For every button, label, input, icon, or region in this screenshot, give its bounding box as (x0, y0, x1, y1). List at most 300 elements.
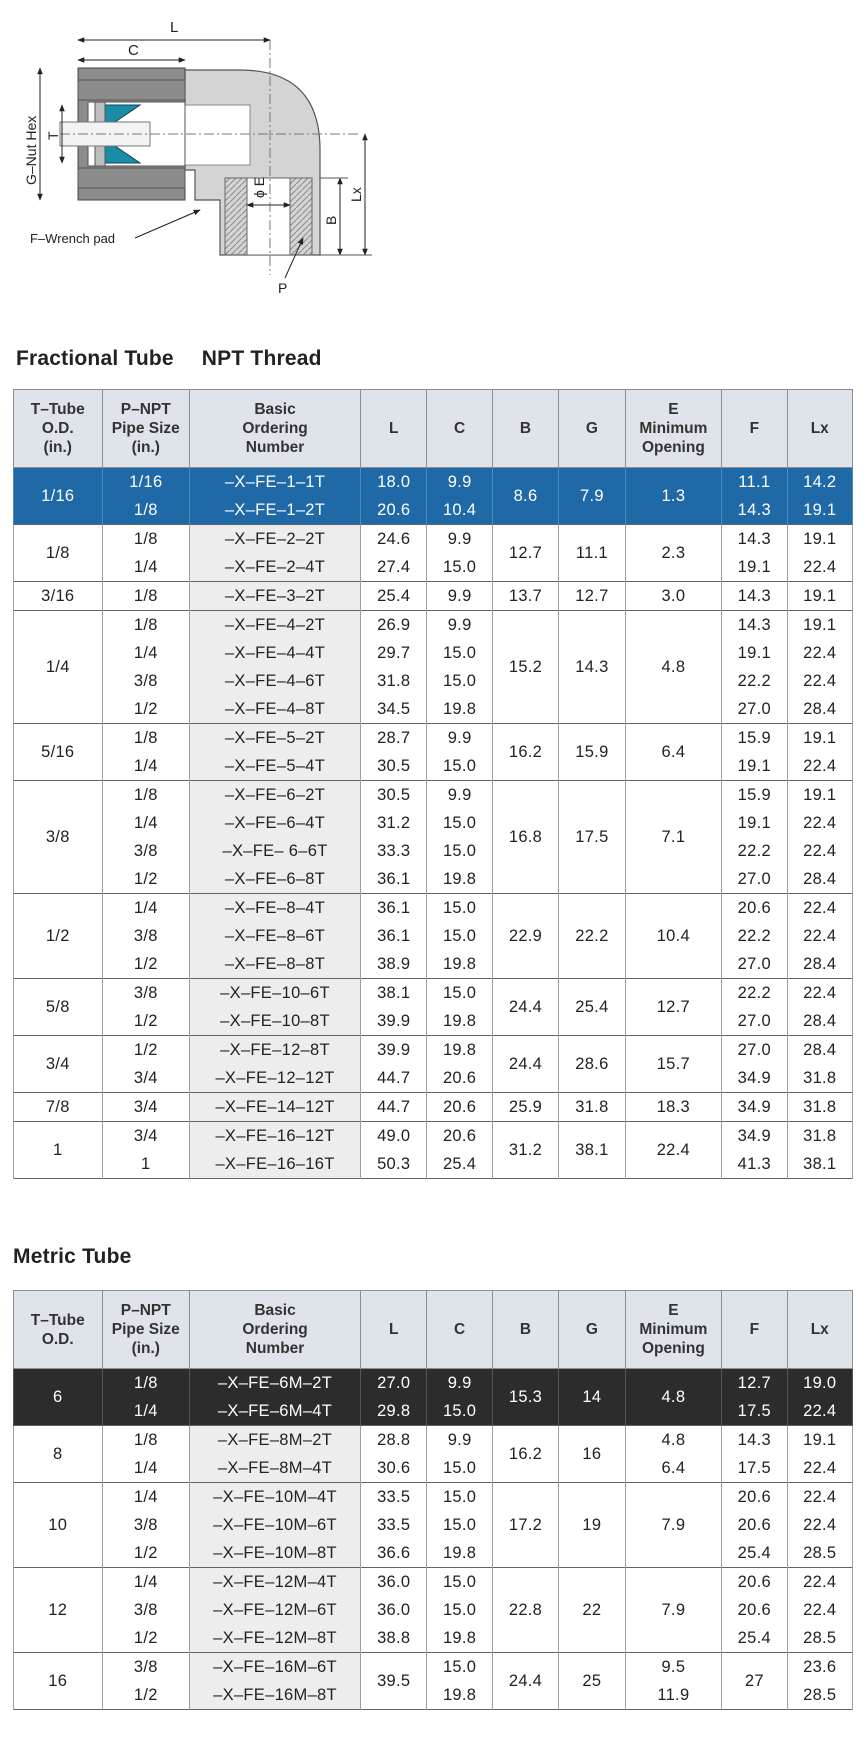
column-header-order (190, 1291, 361, 1369)
pipe-thread-label: P (278, 280, 288, 296)
cell-L: 39.9 (361, 1007, 427, 1036)
header-line: E (668, 401, 679, 418)
cell-B: 25.9 (492, 1093, 558, 1122)
cell-C: 19.8 (427, 1036, 492, 1065)
cell-F: 14.3 (722, 525, 787, 554)
column-header-lx (787, 390, 852, 468)
column-header-t (14, 1291, 103, 1369)
cell-Lx: 19.1 (787, 1426, 852, 1455)
cell-ordering-number: –X–FE–4–2T (190, 611, 361, 640)
cell-C: 15.0 (427, 1483, 492, 1512)
cell-F: 14.3 (722, 611, 787, 640)
cell-tube-od: 3/8 (14, 781, 103, 894)
cell-L: 49.0 (361, 1122, 427, 1151)
cell-E: 18.3 (625, 1093, 722, 1122)
cell-E: 11.9 (625, 1681, 722, 1710)
cell-G: 25 (559, 1653, 625, 1710)
cell-Lx: 22.4 (787, 1397, 852, 1426)
cell-tube-od: 1/4 (14, 611, 103, 724)
cell-pipe-size: 1/8 (102, 724, 190, 753)
cell-C: 19.8 (427, 1624, 492, 1653)
cell-F: 22.2 (722, 979, 787, 1008)
cell-L: 31.2 (361, 809, 427, 837)
dim-C-label: C (128, 42, 139, 59)
cell-ordering-number: –X–FE–8–6T (190, 922, 361, 950)
header-line: B (519, 1321, 532, 1338)
size-group (14, 468, 853, 525)
cell-C: 15.0 (427, 553, 492, 582)
cell-G: 14.3 (559, 611, 625, 724)
cell-Lx: 22.4 (787, 979, 852, 1008)
dim-E-label: ϕ E (251, 176, 267, 198)
table-row (14, 1093, 853, 1122)
cell-tube-od: 1/8 (14, 525, 103, 582)
cell-L: 36.6 (361, 1539, 427, 1568)
cell-C: 9.9 (427, 781, 492, 810)
cell-Lx: 31.8 (787, 1093, 852, 1122)
column-header-l (361, 390, 427, 468)
cell-F: 34.9 (722, 1064, 787, 1093)
cell-pipe-size: 1/4 (102, 752, 190, 781)
cell-L: 36.1 (361, 894, 427, 923)
cell-L: 20.6 (361, 496, 427, 525)
cell-E: 6.4 (625, 1454, 722, 1483)
cell-pipe-size: 3/8 (102, 979, 190, 1008)
size-group (14, 781, 853, 894)
cell-Lx: 22.4 (787, 667, 852, 695)
header-line: L (389, 1321, 399, 1338)
cell-E: 15.7 (625, 1036, 722, 1093)
cell-ordering-number: –X–FE–12–12T (190, 1064, 361, 1093)
cell-Lx: 22.4 (787, 1511, 852, 1539)
cell-tube-od: 3/16 (14, 582, 103, 611)
cell-C: 9.9 (427, 611, 492, 640)
size-group (14, 582, 853, 611)
cell-Lx: 22.4 (787, 922, 852, 950)
cell-ordering-number: –X–FE–10M–6T (190, 1511, 361, 1539)
header-line: T–Tube (30, 1311, 85, 1329)
cell-tube-od: 12 (14, 1568, 103, 1653)
cell-G: 28.6 (559, 1036, 625, 1093)
cell-C: 19.8 (427, 695, 492, 724)
cell-L: 28.7 (361, 724, 427, 753)
cell-F: 11.1 (722, 468, 787, 497)
cell-C: 9.9 (427, 525, 492, 554)
cell-L: 38.8 (361, 1624, 427, 1653)
cell-G: 25.4 (559, 979, 625, 1036)
table-row (14, 695, 853, 724)
cell-C: 15.0 (427, 639, 492, 667)
size-group (14, 979, 853, 1036)
header-line: Opening (641, 1340, 705, 1357)
header-line: (in.) (43, 439, 72, 456)
table-row (14, 1036, 853, 1065)
cell-L: 39.9 (361, 1036, 427, 1065)
size-group (14, 1036, 853, 1093)
column-header-g (559, 390, 625, 468)
cell-Lx: 19.1 (787, 582, 852, 611)
cell-pipe-size: 1/8 (102, 496, 190, 525)
cell-C: 10.4 (427, 496, 492, 525)
header-line: P–NPT (120, 401, 171, 418)
cell-E: 7.9 (625, 1483, 722, 1568)
cell-G: 11.1 (559, 525, 625, 582)
cell-ordering-number: –X–FE–1–2T (190, 496, 361, 525)
cell-E: 9.5 (625, 1653, 722, 1682)
table-row (14, 1007, 853, 1036)
column-header-p (102, 1291, 190, 1369)
cell-L: 39.5 (361, 1653, 427, 1710)
cell-ordering-number: –X–FE–4–4T (190, 639, 361, 667)
cell-pipe-size: 1/4 (102, 639, 190, 667)
table-row (14, 1568, 853, 1597)
cell-F: 19.1 (722, 553, 787, 582)
header-line: Ordering (242, 1321, 308, 1338)
header-line: Pipe Size (111, 1321, 180, 1338)
column-header-p (102, 390, 190, 468)
cell-ordering-number: –X–FE–16–12T (190, 1122, 361, 1151)
cell-E: 4.8 (625, 1369, 722, 1426)
table-row (14, 496, 853, 525)
cell-pipe-size: 3/8 (102, 922, 190, 950)
cell-F: 27.0 (722, 695, 787, 724)
cell-L: 30.5 (361, 752, 427, 781)
cell-tube-od: 5/16 (14, 724, 103, 781)
cell-ordering-number: –X–FE–10–6T (190, 979, 361, 1008)
cell-G: 7.9 (559, 468, 625, 525)
column-header-lx (787, 1291, 852, 1369)
header-line: Basic (254, 1302, 296, 1319)
header-line: L (389, 420, 399, 437)
cell-pipe-size: 1/8 (102, 582, 190, 611)
cell-ordering-number: –X–FE–6–4T (190, 809, 361, 837)
cell-Lx: 23.6 (787, 1653, 852, 1682)
size-group (14, 611, 853, 724)
cell-Lx: 28.4 (787, 950, 852, 979)
header-line: T–Tube (30, 401, 85, 418)
cell-F: 19.1 (722, 752, 787, 781)
cell-pipe-size: 1/2 (102, 1036, 190, 1065)
cell-F: 15.9 (722, 724, 787, 753)
cell-Lx: 22.4 (787, 1596, 852, 1624)
table-row (14, 611, 853, 640)
column-header-g (559, 1291, 625, 1369)
cell-F: 27.0 (722, 950, 787, 979)
header-line: Pipe Size (111, 420, 180, 437)
size-group (14, 724, 853, 781)
cell-B: 15.3 (492, 1369, 558, 1426)
cell-B: 15.2 (492, 611, 558, 724)
cell-ordering-number: –X–FE–2–2T (190, 525, 361, 554)
cell-L: 36.0 (361, 1596, 427, 1624)
cell-Lx: 22.4 (787, 1483, 852, 1512)
cell-L: 33.3 (361, 837, 427, 865)
column-header-order (190, 390, 361, 468)
cell-pipe-size: 1/4 (102, 553, 190, 582)
cell-G: 16 (559, 1426, 625, 1483)
cell-G: 15.9 (559, 724, 625, 781)
cell-Lx: 31.8 (787, 1064, 852, 1093)
cell-pipe-size: 1/4 (102, 1568, 190, 1597)
dim-L-label: L (170, 19, 179, 36)
cell-L: 28.8 (361, 1426, 427, 1455)
cell-L: 25.4 (361, 582, 427, 611)
metric-spec-table (13, 1290, 853, 1710)
cell-F: 17.5 (722, 1454, 787, 1483)
header-line: P–NPT (120, 1302, 171, 1319)
size-group (14, 1653, 853, 1710)
cell-B: 17.2 (492, 1483, 558, 1568)
cell-L: 50.3 (361, 1150, 427, 1179)
table-row (14, 894, 853, 923)
cell-pipe-size: 1/2 (102, 695, 190, 724)
table-row (14, 1539, 853, 1568)
table-row (14, 1511, 853, 1539)
cell-G: 17.5 (559, 781, 625, 894)
table-row (14, 1596, 853, 1624)
cell-ordering-number: –X–FE–8M–4T (190, 1454, 361, 1483)
cell-ordering-number: –X–FE–14–12T (190, 1093, 361, 1122)
wrench-pad-label: F–Wrench pad (30, 231, 116, 246)
size-group (14, 1369, 853, 1426)
cell-tube-od: 7/8 (14, 1093, 103, 1122)
table-row (14, 1369, 853, 1398)
cell-B: 16.2 (492, 724, 558, 781)
column-header-b (492, 390, 558, 468)
cell-pipe-size: 1/2 (102, 1681, 190, 1710)
column-header-f (722, 1291, 787, 1369)
cell-ordering-number: –X–FE–6–8T (190, 865, 361, 894)
cell-ordering-number: –X–FE–4–6T (190, 667, 361, 695)
header-line: Lx (810, 1321, 829, 1338)
cell-F: 27.0 (722, 1007, 787, 1036)
cell-B: 31.2 (492, 1122, 558, 1179)
header-line: Lx (810, 420, 829, 437)
cell-C: 15.0 (427, 979, 492, 1008)
cell-L: 34.5 (361, 695, 427, 724)
header-line: F (749, 420, 760, 437)
dim-G-label: G–Nut Hex (23, 115, 39, 185)
header-line: C (454, 420, 466, 437)
column-header-e (625, 1291, 722, 1369)
header-line: G (585, 420, 598, 437)
header-line: B (519, 420, 532, 437)
cell-B: 24.4 (492, 1653, 558, 1710)
cell-pipe-size: 1/2 (102, 1007, 190, 1036)
cell-G: 12.7 (559, 582, 625, 611)
cell-F: 22.2 (722, 667, 787, 695)
cell-E: 4.8 (625, 611, 722, 724)
cell-ordering-number: –X–FE–16M–6T (190, 1653, 361, 1682)
cell-F: 22.2 (722, 837, 787, 865)
cell-ordering-number: –X–FE–6M–2T (190, 1369, 361, 1398)
cell-C: 15.0 (427, 1596, 492, 1624)
cell-pipe-size: 1 (102, 1150, 190, 1179)
cell-B: 16.2 (492, 1426, 558, 1483)
cell-B: 16.8 (492, 781, 558, 894)
cell-L: 36.0 (361, 1568, 427, 1597)
cell-L: 31.8 (361, 667, 427, 695)
table-row (14, 553, 853, 582)
cell-pipe-size: 1/16 (102, 468, 190, 497)
cell-F: 25.4 (722, 1624, 787, 1653)
cell-pipe-size: 3/4 (102, 1093, 190, 1122)
cell-ordering-number: –X–FE–4–8T (190, 695, 361, 724)
header-line: C (454, 1321, 466, 1338)
cell-C: 9.9 (427, 724, 492, 753)
cell-F: 34.9 (722, 1122, 787, 1151)
npt-thread (225, 178, 247, 255)
cell-ordering-number: –X–FE–3–2T (190, 582, 361, 611)
column-header-t (14, 390, 103, 468)
cell-tube-od: 10 (14, 1483, 103, 1568)
cell-ordering-number: –X–FE–8M–2T (190, 1426, 361, 1455)
cell-pipe-size: 1/8 (102, 525, 190, 554)
cell-tube-od: 1/16 (14, 468, 103, 525)
cell-Lx: 22.4 (787, 1568, 852, 1597)
table-row (14, 468, 853, 497)
cell-ordering-number: –X–FE–12M–6T (190, 1596, 361, 1624)
cell-C: 15.0 (427, 667, 492, 695)
cell-B: 13.7 (492, 582, 558, 611)
cell-E: 7.9 (625, 1568, 722, 1653)
table-row (14, 979, 853, 1008)
size-group (14, 1426, 853, 1483)
cell-Lx: 28.5 (787, 1624, 852, 1653)
header-line: Number (245, 1340, 305, 1357)
cell-Lx: 14.2 (787, 468, 852, 497)
size-group (14, 525, 853, 582)
cell-C: 15.0 (427, 1511, 492, 1539)
table-row (14, 582, 853, 611)
cell-ordering-number: –X–FE–10–8T (190, 1007, 361, 1036)
header-line: (in.) (131, 1340, 160, 1357)
cell-tube-od: 1/2 (14, 894, 103, 979)
cell-C: 19.8 (427, 865, 492, 894)
cell-tube-od: 3/4 (14, 1036, 103, 1093)
cell-L: 29.8 (361, 1397, 427, 1426)
cell-ordering-number: –X–FE–8–8T (190, 950, 361, 979)
cell-L: 30.5 (361, 781, 427, 810)
cell-E: 12.7 (625, 979, 722, 1036)
cell-L: 18.0 (361, 468, 427, 497)
column-header-f (722, 390, 787, 468)
table-row (14, 667, 853, 695)
cell-F: 14.3 (722, 582, 787, 611)
cell-C: 15.0 (427, 922, 492, 950)
size-group (14, 894, 853, 979)
cell-ordering-number: –X–FE–5–2T (190, 724, 361, 753)
cell-E: 3.0 (625, 582, 722, 611)
dim-Lx-label: Lx (348, 187, 364, 202)
cell-C: 9.9 (427, 468, 492, 497)
table-row (14, 752, 853, 781)
size-group (14, 1483, 853, 1568)
size-group (14, 1122, 853, 1179)
cell-Lx: 22.4 (787, 639, 852, 667)
cell-Lx: 22.4 (787, 809, 852, 837)
table-row (14, 950, 853, 979)
cell-ordering-number: –X–FE–2–4T (190, 553, 361, 582)
cell-F: 20.6 (722, 1596, 787, 1624)
cell-F: 41.3 (722, 1150, 787, 1179)
cell-E: 7.1 (625, 781, 722, 894)
cell-E: 22.4 (625, 1122, 722, 1179)
cell-Lx: 38.1 (787, 1150, 852, 1179)
table-row (14, 781, 853, 810)
header-line: Opening (641, 439, 705, 456)
cell-C: 15.0 (427, 1397, 492, 1426)
size-group (14, 1093, 853, 1122)
cell-F: 27 (722, 1653, 787, 1710)
column-header-l (361, 1291, 427, 1369)
header-line: Basic (254, 401, 296, 418)
cell-B: 8.6 (492, 468, 558, 525)
cell-F: 20.6 (722, 1511, 787, 1539)
header-line: Ordering (242, 420, 308, 437)
cell-F: 20.6 (722, 1568, 787, 1597)
dim-B-label: B (323, 215, 339, 225)
fitting-diagram (20, 10, 440, 310)
cell-ordering-number: –X–FE–1–1T (190, 468, 361, 497)
cell-L: 33.5 (361, 1483, 427, 1512)
cell-tube-od: 5/8 (14, 979, 103, 1036)
header-line: E (668, 1302, 679, 1319)
cell-F: 25.4 (722, 1539, 787, 1568)
cell-C: 19.8 (427, 1007, 492, 1036)
cell-pipe-size: 3/8 (102, 1596, 190, 1624)
cell-B: 24.4 (492, 1036, 558, 1093)
cell-G: 38.1 (559, 1122, 625, 1179)
cell-ordering-number: –X–FE– 6–6T (190, 837, 361, 865)
cell-F: 20.6 (722, 894, 787, 923)
cell-L: 29.7 (361, 639, 427, 667)
cell-L: 33.5 (361, 1511, 427, 1539)
cell-pipe-size: 1/4 (102, 1454, 190, 1483)
cell-F: 15.9 (722, 781, 787, 810)
header-line: (in.) (131, 439, 160, 456)
cell-C: 15.0 (427, 752, 492, 781)
cell-Lx: 19.1 (787, 525, 852, 554)
cell-pipe-size: 3/8 (102, 1511, 190, 1539)
cell-F: 19.1 (722, 809, 787, 837)
cell-E: 10.4 (625, 894, 722, 979)
cell-L: 38.9 (361, 950, 427, 979)
column-header-c (427, 1291, 492, 1369)
table-row (14, 1064, 853, 1093)
cell-C: 9.9 (427, 1426, 492, 1455)
cell-E: 6.4 (625, 724, 722, 781)
cell-pipe-size: 1/8 (102, 611, 190, 640)
cell-pipe-size: 3/4 (102, 1122, 190, 1151)
cell-C: 20.6 (427, 1093, 492, 1122)
cell-C: 9.9 (427, 1369, 492, 1398)
cell-pipe-size: 1/4 (102, 1483, 190, 1512)
cell-L: 44.7 (361, 1064, 427, 1093)
column-header-c (427, 390, 492, 468)
cell-ordering-number: –X–FE–10M–4T (190, 1483, 361, 1512)
cell-B: 22.8 (492, 1568, 558, 1653)
cell-F: 20.6 (722, 1483, 787, 1512)
cell-L: 27.4 (361, 553, 427, 582)
cell-F: 19.1 (722, 639, 787, 667)
cell-F: 12.7 (722, 1369, 787, 1398)
header-line: O.D. (41, 420, 74, 437)
cell-F: 14.3 (722, 496, 787, 525)
size-group (14, 1568, 853, 1653)
cell-tube-od: 8 (14, 1426, 103, 1483)
dim-T-label: T (45, 131, 61, 140)
